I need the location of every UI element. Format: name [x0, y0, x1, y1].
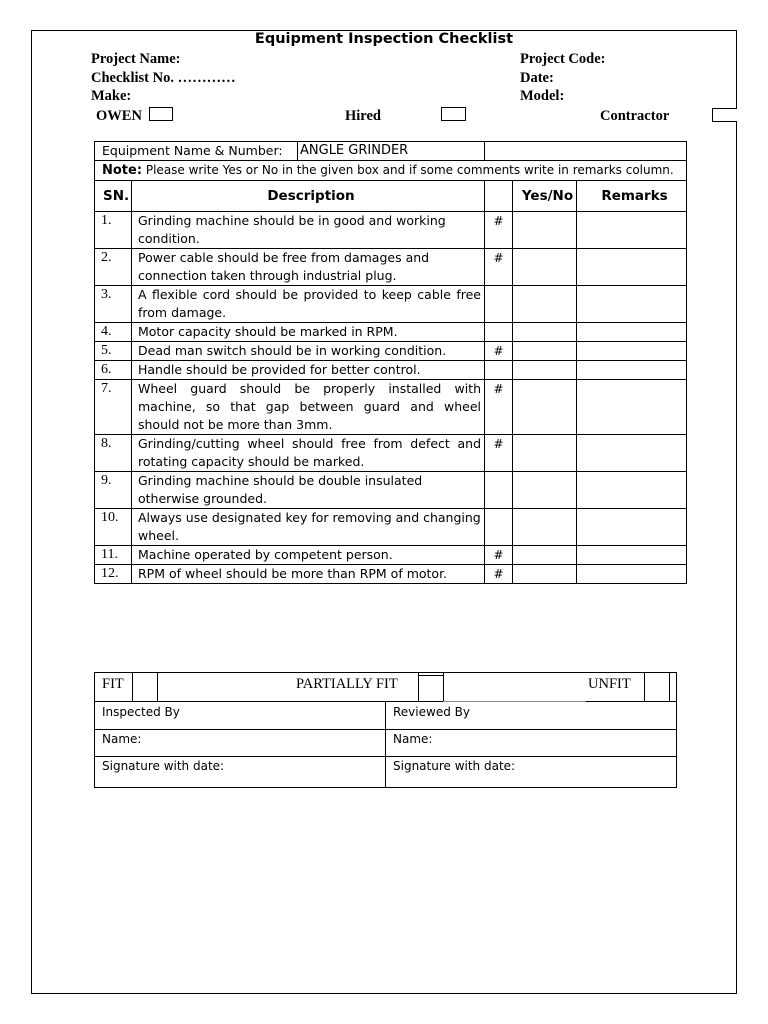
item-description: RPM of wheel should be more than RPM of motor.: [132, 565, 485, 584]
item-mark: #: [485, 435, 513, 472]
item-remarks-field[interactable]: [577, 286, 687, 323]
item-description: Grinding machine should be in good and working condition.: [132, 212, 485, 249]
note-label: Note:: [102, 163, 143, 178]
item-remarks-field[interactable]: [577, 249, 687, 286]
note-text: Please write Yes or No in the given box and if some comments write in remarks column.: [142, 163, 674, 177]
item-sn: 2.: [95, 249, 132, 286]
equipment-value[interactable]: ANGLE GRINDER: [300, 143, 409, 158]
date-label: Date:: [520, 70, 554, 86]
project-code-label: Project Code:: [520, 51, 606, 67]
model-label: Model:: [520, 88, 565, 104]
item-remarks-field[interactable]: [577, 546, 687, 565]
col-header-mark: [485, 181, 513, 212]
signoff-table: [94, 672, 677, 788]
project-name-label: Project Name:: [91, 51, 181, 67]
checklist-table: [94, 141, 687, 584]
item-yes-no-field[interactable]: [513, 565, 577, 584]
item-mark: #: [485, 565, 513, 584]
equipment-cell: [95, 142, 485, 161]
item-mark: #: [485, 380, 513, 435]
item-yes-no-field[interactable]: [513, 380, 577, 435]
table-row: [95, 509, 687, 546]
item-yes-no-field[interactable]: [513, 361, 577, 380]
item-yes-no-field[interactable]: [513, 546, 577, 565]
col-header-remarks: Remarks: [577, 181, 687, 212]
equipment-blank: [485, 142, 687, 161]
page-title: Equipment Inspection Checklist: [254, 31, 514, 47]
item-yes-no-field[interactable]: [513, 323, 577, 342]
equipment-label: Equipment Name & Number:: [95, 142, 298, 160]
contractor-checkbox[interactable]: [712, 108, 737, 122]
col-header-sn: SN.: [95, 181, 132, 212]
inspector-name-field[interactable]: Name:: [95, 730, 386, 757]
item-mark: #: [485, 212, 513, 249]
item-sn: 3.: [95, 286, 132, 323]
table-row: [95, 286, 687, 323]
item-remarks-field[interactable]: [577, 361, 687, 380]
item-remarks-field[interactable]: [577, 380, 687, 435]
table-row: [95, 212, 687, 249]
table-row: [95, 323, 687, 342]
owen-checkbox[interactable]: [149, 107, 173, 121]
col-header-yes-no: Yes/No: [513, 181, 577, 212]
item-sn: 11.: [95, 546, 132, 565]
item-mark: [485, 472, 513, 509]
item-yes-no-field[interactable]: [513, 286, 577, 323]
item-mark: #: [485, 249, 513, 286]
table-header-row: [95, 181, 687, 212]
item-sn: 12.: [95, 565, 132, 584]
inspector-signature-field[interactable]: Signature with date:: [95, 757, 386, 788]
unfit-label: UNFIT: [588, 676, 631, 692]
item-remarks-field[interactable]: [577, 323, 687, 342]
item-sn: 6.: [95, 361, 132, 380]
table-row: [95, 546, 687, 565]
partially-fit-label: PARTIALLY FIT: [296, 676, 398, 692]
note-row: [95, 161, 687, 181]
item-yes-no-field[interactable]: [513, 435, 577, 472]
item-mark: [485, 509, 513, 546]
item-description: Wheel guard should be properly installed with machine, so that gap between guard and wheel should not be more than 3mm.: [132, 380, 485, 435]
contractor-label: Contractor: [600, 108, 670, 124]
checklist-no-label: Checklist No. …………: [91, 70, 236, 86]
item-sn: 1.: [95, 212, 132, 249]
hired-label: Hired: [345, 108, 381, 124]
item-description: Motor capacity should be marked in RPM.: [132, 323, 485, 342]
item-remarks-field[interactable]: [577, 212, 687, 249]
item-yes-no-field[interactable]: [513, 212, 577, 249]
item-description: Handle should be provided for better control.: [132, 361, 485, 380]
item-description: Always use designated key for removing and changing wheel.: [132, 509, 485, 546]
partially-fit-checkbox[interactable]: [418, 673, 443, 701]
item-description: A flexible cord should be provided to keep cable free from damage.: [132, 286, 485, 323]
table-row: [95, 565, 687, 584]
item-yes-no-field[interactable]: [513, 472, 577, 509]
item-mark: [485, 323, 513, 342]
reviewer-name-field[interactable]: Name:: [386, 730, 677, 757]
item-description: Grinding machine should be double insulated otherwise grounded.: [132, 472, 485, 509]
reviewed-by-label: Reviewed By: [386, 702, 677, 730]
table-row: [95, 380, 687, 435]
table-row: [95, 361, 687, 380]
table-row: [95, 435, 687, 472]
item-yes-no-field[interactable]: [513, 342, 577, 361]
inspected-by-label: Inspected By: [95, 702, 386, 730]
item-sn: 4.: [95, 323, 132, 342]
item-sn: 8.: [95, 435, 132, 472]
col-header-description: Description: [132, 181, 485, 212]
item-remarks-field[interactable]: [577, 472, 687, 509]
item-remarks-field[interactable]: [577, 342, 687, 361]
item-mark: #: [485, 342, 513, 361]
table-row: [95, 472, 687, 509]
item-mark: [485, 286, 513, 323]
item-mark: [485, 361, 513, 380]
table-row: [95, 249, 687, 286]
table-row: [95, 342, 687, 361]
reviewer-signature-field[interactable]: Signature with date:: [386, 757, 677, 788]
item-yes-no-field[interactable]: [513, 249, 577, 286]
item-remarks-field[interactable]: [577, 565, 687, 584]
item-mark: #: [485, 546, 513, 565]
item-remarks-field[interactable]: [577, 509, 687, 546]
item-yes-no-field[interactable]: [513, 509, 577, 546]
item-sn: 10.: [95, 509, 132, 546]
item-description: Machine operated by competent person.: [132, 546, 485, 565]
hired-checkbox[interactable]: [441, 107, 466, 121]
item-sn: 5.: [95, 342, 132, 361]
item-description: Dead man switch should be in working condition.: [132, 342, 485, 361]
owen-label: OWEN: [96, 108, 142, 124]
make-label: Make:: [91, 88, 132, 104]
item-sn: 9.: [95, 472, 132, 509]
fitness-row: [95, 673, 677, 702]
item-description: Power cable should be free from damages and connection taken through industrial plug.: [132, 249, 485, 286]
item-description: Grinding/cutting wheel should free from defect and rotating capacity should be marked.: [132, 435, 485, 472]
item-remarks-field[interactable]: [577, 435, 687, 472]
fit-checkbox[interactable]: [132, 673, 157, 701]
fit-label: FIT: [102, 676, 124, 692]
item-sn: 7.: [95, 380, 132, 435]
unfit-checkbox[interactable]: [644, 673, 669, 701]
